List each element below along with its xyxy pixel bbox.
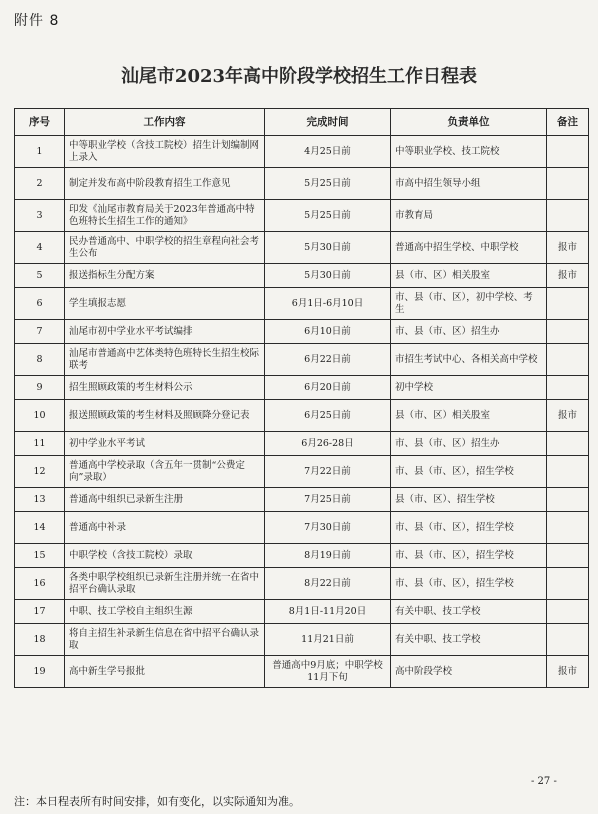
row-task: 高中新生学号报批 [65, 656, 265, 688]
row-note [547, 168, 589, 200]
table-row [15, 344, 589, 376]
row-note [547, 344, 589, 376]
header-time: 完成时间 [265, 109, 391, 136]
row-note [547, 568, 589, 600]
row-time: 5月30日前 [265, 264, 391, 288]
row-time: 6月22日前 [265, 344, 391, 376]
header-note: 备注 [547, 109, 589, 136]
row-time: 8月22日前 [265, 568, 391, 600]
row-number: 10 [15, 400, 65, 432]
row-number: 13 [15, 488, 65, 512]
row-number: 19 [15, 656, 65, 688]
row-time: 6月1日-6月10日 [265, 288, 391, 320]
row-unit: 市、县（市、区），招生学校 [391, 544, 547, 568]
row-number: 3 [15, 200, 65, 232]
row-time: 7月30日前 [265, 512, 391, 544]
row-note [547, 432, 589, 456]
row-number: 7 [15, 320, 65, 344]
row-task: 招生照顾政策的考生材料公示 [65, 376, 265, 400]
row-note: 报市 [547, 400, 589, 432]
row-note [547, 376, 589, 400]
row-time: 6月25日前 [265, 400, 391, 432]
row-task: 报送指标生分配方案 [65, 264, 265, 288]
header-task: 工作内容 [65, 109, 265, 136]
table-row [15, 568, 589, 600]
table-row [15, 200, 589, 232]
row-note [547, 624, 589, 656]
row-note [547, 320, 589, 344]
row-unit: 普通高中招生学校、中职学校 [391, 232, 547, 264]
row-time: 6月26-28日 [265, 432, 391, 456]
row-note [547, 200, 589, 232]
row-note: 报市 [547, 656, 589, 688]
row-number: 18 [15, 624, 65, 656]
row-number: 8 [15, 344, 65, 376]
row-task: 将自主招生补录新生信息在省中招平台确认录取 [65, 624, 265, 656]
row-note: 报市 [547, 232, 589, 264]
row-task: 学生填报志愿 [65, 288, 265, 320]
header-no: 序号 [15, 109, 65, 136]
row-note [547, 600, 589, 624]
row-unit: 中等职业学校、技工院校 [391, 136, 547, 168]
row-unit: 县（市、区）、招生学校 [391, 488, 547, 512]
header-unit: 负责单位 [391, 109, 547, 136]
row-time: 11月21日前 [265, 624, 391, 656]
row-unit: 初中学校 [391, 376, 547, 400]
page-number: - 27 - [531, 776, 557, 787]
row-unit: 高中阶段学校 [391, 656, 547, 688]
row-time: 5月25日前 [265, 168, 391, 200]
row-task: 制定并发布高中阶段教育招生工作意见 [65, 168, 265, 200]
row-unit: 有关中职、技工学校 [391, 600, 547, 624]
row-time: 7月25日前 [265, 488, 391, 512]
row-unit: 市招生考试中心、各相关高中学校 [391, 344, 547, 376]
row-time: 4月25日前 [265, 136, 391, 168]
table-row [15, 456, 589, 488]
table-row [15, 624, 589, 656]
row-task: 各类中职学校组织已录新生注册并统一在省中招平台确认录取 [65, 568, 265, 600]
row-number: 17 [15, 600, 65, 624]
row-number: 11 [15, 432, 65, 456]
table-row [15, 168, 589, 200]
row-number: 9 [15, 376, 65, 400]
row-time: 8月19日前 [265, 544, 391, 568]
table-row [15, 488, 589, 512]
row-unit: 市、县（市、区），招生学校 [391, 568, 547, 600]
row-unit: 市、县（市、区）招生办 [391, 432, 547, 456]
row-time: 普通高中9月底；中职学校11月下旬 [265, 656, 391, 688]
row-task: 报送照顾政策的考生材料及照顾降分登记表 [65, 400, 265, 432]
row-note [547, 544, 589, 568]
row-task: 普通高中学校录取（含五年一贯制“公费定向”录取） [65, 456, 265, 488]
row-unit: 市、县（市、区）招生办 [391, 320, 547, 344]
table-row [15, 136, 589, 168]
row-task: 中职、技工学校自主组织生源 [65, 600, 265, 624]
footnote: 注：本日程表所有时间安排，如有变化，以实际通知为准。 [14, 795, 300, 808]
row-unit: 市高中招生领导小组 [391, 168, 547, 200]
row-number: 16 [15, 568, 65, 600]
table-header-row [15, 109, 589, 136]
row-unit: 有关中职、技工学校 [391, 624, 547, 656]
row-task: 普通高中组织已录新生注册 [65, 488, 265, 512]
row-unit: 市、县（市、区），初中学校、考生 [391, 288, 547, 320]
table-row [15, 432, 589, 456]
table-row [15, 288, 589, 320]
row-task: 印发《汕尾市教育局关于2023年普通高中特色班特长生招生工作的通知》 [65, 200, 265, 232]
table-row [15, 320, 589, 344]
row-task: 中等职业学校（含技工院校）招生计划编制网上录入 [65, 136, 265, 168]
table-row [15, 264, 589, 288]
row-number: 15 [15, 544, 65, 568]
table-row [15, 400, 589, 432]
table-row [15, 232, 589, 264]
row-task: 中职学校（含技工院校）录取 [65, 544, 265, 568]
row-number: 5 [15, 264, 65, 288]
table-row [15, 656, 589, 688]
row-note: 报市 [547, 264, 589, 288]
table-row [15, 600, 589, 624]
row-number: 4 [15, 232, 65, 264]
row-note [547, 456, 589, 488]
table-row [15, 544, 589, 568]
table-body [15, 136, 589, 688]
row-unit: 县（市、区）相关股室 [391, 264, 547, 288]
row-unit: 市、县（市、区），招生学校 [391, 456, 547, 488]
page-title: 汕尾市2023年高中阶段学校招生工作日程表 [120, 66, 478, 87]
row-number: 2 [15, 168, 65, 200]
row-unit: 县（市、区）相关股室 [391, 400, 547, 432]
row-task: 汕尾市初中学业水平考试编排 [65, 320, 265, 344]
row-note [547, 512, 589, 544]
row-task: 汕尾市普通高中艺体类特色班特长生招生校际联考 [65, 344, 265, 376]
row-number: 6 [15, 288, 65, 320]
row-number: 14 [15, 512, 65, 544]
schedule-table [14, 108, 589, 688]
row-task: 初中学业水平考试 [65, 432, 265, 456]
row-task: 普通高中补录 [65, 512, 265, 544]
row-time: 6月20日前 [265, 376, 391, 400]
row-note [547, 488, 589, 512]
row-note [547, 136, 589, 168]
table-row [15, 512, 589, 544]
row-note [547, 288, 589, 320]
annex-label: 附件 8 [14, 13, 60, 29]
row-unit: 市教育局 [391, 200, 547, 232]
row-time: 5月25日前 [265, 200, 391, 232]
row-task: 民办普通高中、中职学校的招生章程向社会考生公布 [65, 232, 265, 264]
row-unit: 市、县（市、区），招生学校 [391, 512, 547, 544]
row-number: 1 [15, 136, 65, 168]
row-time: 6月10日前 [265, 320, 391, 344]
row-number: 12 [15, 456, 65, 488]
row-time: 7月22日前 [265, 456, 391, 488]
row-time: 5月30日前 [265, 232, 391, 264]
row-time: 8月1日-11月20日 [265, 600, 391, 624]
table-row [15, 376, 589, 400]
